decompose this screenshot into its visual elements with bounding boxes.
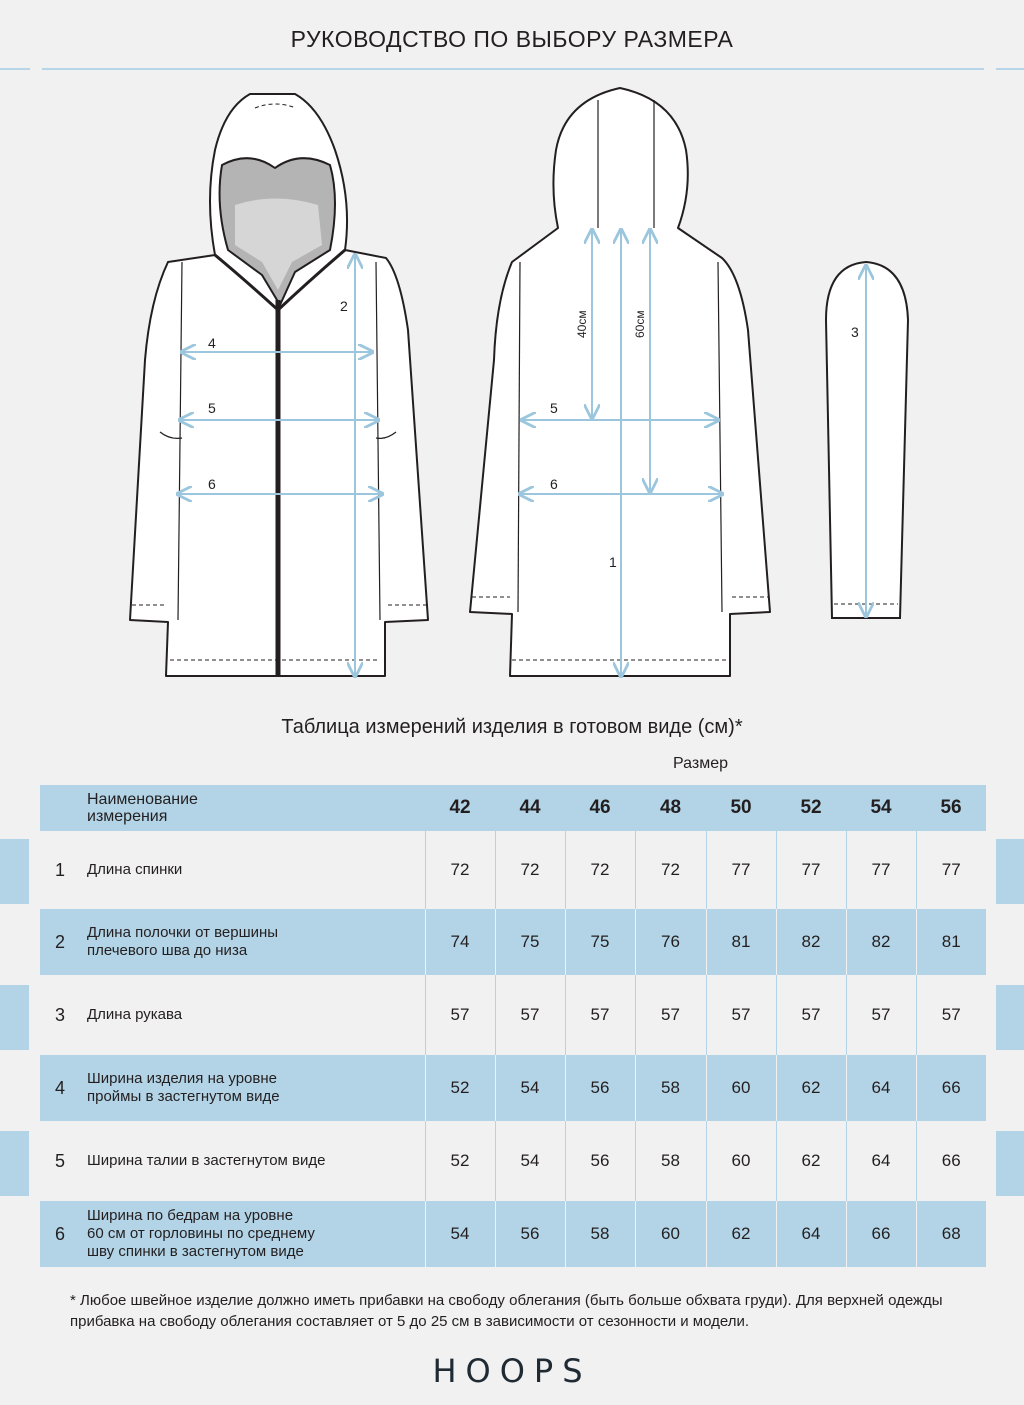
row-label: Длина рукава: [80, 975, 425, 1055]
cell-value: 66: [916, 1121, 986, 1201]
header-size: 46: [589, 797, 611, 818]
row-label: Длина полочки от вершины плечевого шва до низа: [80, 909, 425, 975]
row-number: 6: [40, 1201, 80, 1267]
cell-value: 62: [776, 1055, 846, 1121]
header-size: 54: [870, 797, 892, 818]
back-mark-60: 60см: [633, 310, 647, 338]
cell-value: 64: [846, 1121, 916, 1201]
cell-value: 60: [706, 1055, 776, 1121]
table-row: [40, 975, 986, 1055]
cell-value: 66: [916, 1055, 986, 1121]
cell-value: 77: [846, 831, 916, 909]
row-label: Ширина талии в застегнутом виде: [80, 1121, 425, 1201]
cell-value: 57: [776, 975, 846, 1055]
cell-value: 75: [565, 909, 635, 975]
title-rule-left: [0, 68, 30, 70]
table-row: [40, 1055, 986, 1121]
cell-value: 56: [565, 1121, 635, 1201]
row-number: 4: [40, 1055, 80, 1121]
cell-value: 52: [425, 1121, 495, 1201]
side-tab-left: [0, 985, 29, 1050]
cell-value: 72: [425, 831, 495, 909]
table-row: [40, 1121, 986, 1201]
cell-value: 57: [565, 975, 635, 1055]
page-title: РУКОВОДСТВО ПО ВЫБОРУ РАЗМЕРА: [290, 26, 734, 52]
row-label: Ширина по бедрам на уровне 60 см от горловины по среднему шву спинки в застегнутом виде: [80, 1201, 425, 1267]
header-size: 50: [730, 797, 752, 818]
title-rule-right: [996, 68, 1024, 70]
cell-value: 72: [565, 831, 635, 909]
cell-value: 75: [495, 909, 565, 975]
header-size: 48: [659, 797, 682, 818]
size-table: [40, 785, 986, 1267]
front-label-waist: 5: [208, 400, 216, 416]
row-number: 5: [40, 1121, 80, 1201]
cell-value: 60: [706, 1121, 776, 1201]
cell-value: 52: [425, 1055, 495, 1121]
front-label-chest: 4: [208, 335, 216, 351]
header-size: 52: [800, 797, 822, 818]
cell-value: 72: [635, 831, 706, 909]
side-tab-right: [996, 985, 1024, 1050]
cell-value: 74: [425, 909, 495, 975]
cell-value: 66: [846, 1201, 916, 1267]
row-number: 2: [40, 909, 80, 975]
sleeve-label: 3: [851, 324, 859, 340]
cell-value: 58: [635, 1055, 706, 1121]
cell-value: 64: [776, 1201, 846, 1267]
cell-value: 62: [776, 1121, 846, 1201]
side-tab-right: [996, 1131, 1024, 1196]
cell-value: 81: [916, 909, 986, 975]
header-size: 56: [940, 797, 962, 818]
back-label-waist: 5: [550, 400, 558, 416]
cell-value: 77: [776, 831, 846, 909]
table-row: [40, 831, 986, 909]
header-size: 42: [449, 797, 471, 818]
cell-value: 56: [495, 1201, 565, 1267]
cell-value: 54: [495, 1055, 565, 1121]
brand-logo: HOOPS: [432, 1352, 592, 1390]
front-jacket: [130, 94, 428, 676]
row-label: Длина спинки: [80, 831, 425, 909]
cell-value: 57: [425, 975, 495, 1055]
table-row: [40, 1201, 986, 1267]
cell-value: 57: [846, 975, 916, 1055]
cell-value: 64: [846, 1055, 916, 1121]
header-measurement-name: Наименование измерения: [87, 791, 198, 825]
cell-value: 54: [495, 1121, 565, 1201]
cell-value: 57: [495, 975, 565, 1055]
back-label-hips: 6: [550, 476, 558, 492]
cell-value: 72: [495, 831, 565, 909]
cell-value: 82: [776, 909, 846, 975]
side-tab-left: [0, 839, 29, 904]
header-size: 44: [519, 797, 541, 818]
cell-value: 57: [635, 975, 706, 1055]
row-label: Ширина изделия на уровне проймы в застегнутом виде: [80, 1055, 425, 1121]
cell-value: 76: [635, 909, 706, 975]
row-number: 3: [40, 975, 80, 1055]
size-caption: Размер: [673, 755, 728, 772]
cell-value: 56: [565, 1055, 635, 1121]
cell-value: 58: [635, 1121, 706, 1201]
row-number: 1: [40, 831, 80, 909]
table-header-row: [40, 785, 986, 831]
footnote: * Любое швейное изделие должно иметь прибавки на свободу облегания (быть больше обхвата груди). Для верхней одежды прибавка на свободу облегания составляет от 5 до 25 см в зависимости от сезонности и модели.: [70, 1292, 943, 1330]
cell-value: 54: [425, 1201, 495, 1267]
cell-value: 68: [916, 1201, 986, 1267]
cell-value: 57: [706, 975, 776, 1055]
front-label-length: 2: [340, 298, 348, 314]
cell-value: 60: [635, 1201, 706, 1267]
side-tab-right: [996, 839, 1024, 904]
cell-value: 58: [565, 1201, 635, 1267]
jacket-technical-drawing: [0, 80, 1024, 690]
cell-value: 81: [706, 909, 776, 975]
front-label-hips: 6: [208, 476, 216, 492]
cell-value: 57: [916, 975, 986, 1055]
back-mark-40: 40см: [575, 310, 589, 338]
cell-value: 62: [706, 1201, 776, 1267]
side-tab-left: [0, 1131, 29, 1196]
cell-value: 82: [846, 909, 916, 975]
title-rule: [42, 68, 984, 70]
cell-value: 77: [916, 831, 986, 909]
back-label-length: 1: [609, 554, 617, 570]
table-title: Таблица измерений изделия в готовом виде (см)*: [281, 716, 743, 738]
cell-value: 77: [706, 831, 776, 909]
table-row: [40, 909, 986, 975]
